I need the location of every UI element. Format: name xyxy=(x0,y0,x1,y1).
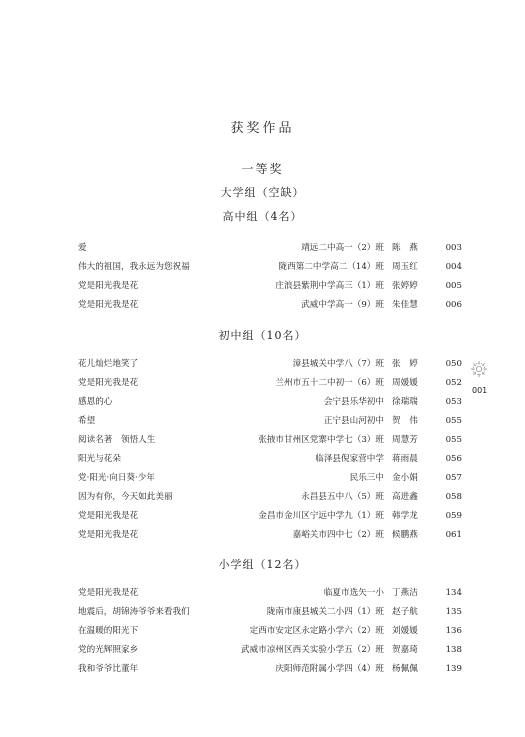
list-item xyxy=(78,241,462,255)
page-number: 001 xyxy=(472,386,488,395)
entry-author: 周媛媛 xyxy=(392,378,418,388)
list-item xyxy=(78,490,462,504)
list-item xyxy=(78,376,462,390)
entry-title: 因为有你，今天如此美丽 xyxy=(78,492,173,502)
entry-page: 057 xyxy=(445,473,462,483)
entry-title: 党的光辉照家乡 xyxy=(78,645,139,655)
entry-author: 刘媛媛 xyxy=(392,626,418,636)
entry-author: 周慧芳 xyxy=(392,435,418,445)
flower-ornament-icon xyxy=(470,360,488,378)
entry-author: 贺 伟 xyxy=(392,416,418,426)
entry-author: 贺嘉琦 xyxy=(392,645,418,655)
list-item xyxy=(78,586,462,600)
entry-page: 061 xyxy=(445,530,462,540)
entry-page: 135 xyxy=(445,607,462,617)
list-item xyxy=(78,414,462,428)
entry-page: 058 xyxy=(445,492,462,502)
group-heading-high-school: 高中组（4名） xyxy=(222,210,303,223)
entry-school: 永昌县五中八（5）班 xyxy=(301,492,384,502)
entry-page: 004 xyxy=(445,262,462,272)
list-item xyxy=(78,509,462,523)
entry-author: 徐瑞瑞 xyxy=(392,397,418,407)
entry-page: 138 xyxy=(445,645,462,655)
list-item xyxy=(78,528,462,542)
entry-school: 嘉峪关市四中七（2）班 xyxy=(292,530,384,540)
entry-school: 民乐三中 xyxy=(349,473,384,483)
entry-title: 党是阳光我是花 xyxy=(78,530,139,540)
list-item xyxy=(78,260,462,274)
entry-page: 055 xyxy=(445,416,462,426)
entry-title: 爱 xyxy=(78,243,87,253)
entry-title: 党是阳光我是花 xyxy=(78,300,139,310)
entry-author: 张婷婷 xyxy=(392,281,418,291)
entry-title: 党是阳光我是花 xyxy=(78,511,139,521)
entry-page: 006 xyxy=(445,300,462,310)
entry-school: 临夏市选矢一小 xyxy=(323,588,384,598)
entry-author: 高进鑫 xyxy=(392,492,418,502)
group-heading-primary-school: 小学组（12名） xyxy=(218,558,307,571)
entry-school: 陇西第二中学高二（14）班 xyxy=(278,262,384,272)
entry-title: 花儿灿烂地笑了 xyxy=(78,359,139,369)
entry-school: 临泽县倪家营中学 xyxy=(315,454,384,464)
entry-school: 漳县城关中学八（7）班 xyxy=(292,359,384,369)
list-item xyxy=(78,605,462,619)
entry-author: 蒋雨晨 xyxy=(392,454,418,464)
entry-school: 庆阳师范附属小学四（4）班 xyxy=(275,664,384,674)
entry-title: 党是阳光我是花 xyxy=(78,378,139,388)
entry-author: 杨佩佩 xyxy=(392,664,418,674)
entry-author: 丁燕洁 xyxy=(392,588,418,598)
entry-page: 056 xyxy=(445,454,462,464)
entry-author: 张 婷 xyxy=(392,359,418,369)
entry-page: 050 xyxy=(445,359,462,369)
group-heading-middle-school: 初中组（10名） xyxy=(218,329,307,342)
list-item xyxy=(78,279,462,293)
list-item xyxy=(78,662,462,676)
entry-author: 朱佳慧 xyxy=(392,300,418,310)
entry-title: 党·阳光·向日葵·少年 xyxy=(78,473,155,483)
entry-author: 金小娟 xyxy=(392,473,418,483)
entry-page: 005 xyxy=(445,281,462,291)
entry-title: 我和爷爷比董年 xyxy=(78,664,139,674)
list-item xyxy=(78,395,462,409)
entry-title: 地震后，胡锦涛爷爷来看我们 xyxy=(78,607,190,617)
entry-school: 张掖市甘州区党寨中学七（3）班 xyxy=(258,435,384,445)
entry-title: 阅读名著 领悟人生 xyxy=(78,435,156,445)
entry-page: 136 xyxy=(445,626,462,636)
entry-page: 139 xyxy=(445,664,462,674)
entry-title: 伟大的祖国，我永远为您祝福 xyxy=(78,262,190,272)
entry-school: 陇南市康县城关二小四（1）班 xyxy=(266,607,384,617)
entry-author: 赵子航 xyxy=(392,607,418,617)
entry-author: 候鹏燕 xyxy=(392,530,418,540)
entry-school: 会宁县乐华初中 xyxy=(323,397,384,407)
entry-page: 059 xyxy=(445,511,462,521)
list-item xyxy=(78,433,462,447)
list-item xyxy=(78,357,462,371)
list-item xyxy=(78,298,462,312)
entry-title: 在温暖的阳光下 xyxy=(78,626,139,636)
entry-title: 感恩的心 xyxy=(78,397,113,407)
entry-school: 靖远二中高一（2）班 xyxy=(301,243,384,253)
entry-school: 正宁县山河初中 xyxy=(323,416,384,426)
entry-school: 武威市凉州区西关实验小学五（2）班 xyxy=(241,645,384,655)
entry-school: 武威中学高一（9）班 xyxy=(301,300,384,310)
list-item xyxy=(78,452,462,466)
entry-title: 党是阳光我是花 xyxy=(78,281,139,291)
list-item xyxy=(78,624,462,638)
prize-heading: 一等奖 xyxy=(241,162,284,176)
entry-school: 定西市安定区永定路小学六（2）班 xyxy=(249,626,384,636)
entry-page: 052 xyxy=(445,378,462,388)
entry-school: 兰州市五十二中初一（6）班 xyxy=(275,378,384,388)
entry-title: 党是阳光我是花 xyxy=(78,588,139,598)
list-item xyxy=(78,643,462,657)
entry-page: 003 xyxy=(445,243,462,253)
entry-author: 周玉红 xyxy=(392,262,418,272)
entry-page: 053 xyxy=(445,397,462,407)
page-title: 获奖作品 xyxy=(230,121,295,136)
entry-school: 庄浪县紫荆中学高三（1）班 xyxy=(275,281,384,291)
group-heading-university: 大学组（空缺） xyxy=(220,186,305,199)
entry-page: 055 xyxy=(445,435,462,445)
entry-school: 金昌市金川区宁远中学九（1）班 xyxy=(258,511,384,521)
entry-author: 陈 燕 xyxy=(392,243,418,253)
entry-author: 韩学龙 xyxy=(392,511,418,521)
list-item xyxy=(78,471,462,485)
entry-title: 希望 xyxy=(78,416,96,426)
entry-title: 阳光与花朵 xyxy=(78,454,121,464)
entry-page: 134 xyxy=(445,588,462,598)
